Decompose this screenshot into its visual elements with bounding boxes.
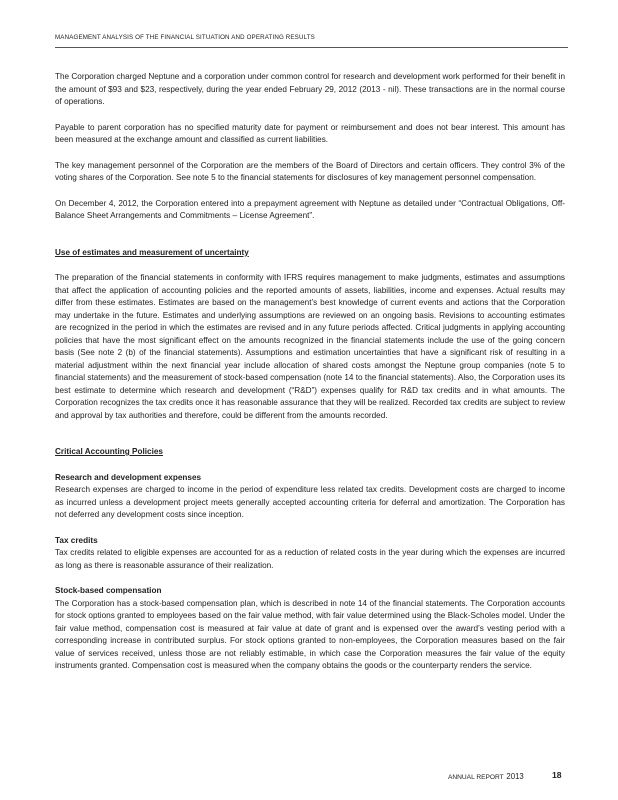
paragraph-key-management: The key management personnel of the Corporation are the members of the Board of Directors and certain officers. They control 3% of the voting shares of the Corporation. See note 5 to the financial statements for disclosures of key management personnel compensation. — [55, 160, 565, 182]
section-title-critical-policies: Critical Accounting Policies — [55, 447, 163, 456]
footer-year: 2013 — [506, 772, 524, 781]
section-title-estimates: Use of estimates and measurement of uncertainty — [55, 247, 249, 257]
paragraph-research-development: Research expenses are charged to income in the period of expenditure less related tax credits. Development costs are charged to income as incurred unless a development project meets generally accepted accounting criteria for deferral and amortization. The Corporation has not deferred any development costs since inception. — [55, 485, 565, 519]
body-content — [55, 71, 565, 673]
running-header: MANAGEMENT ANALYSIS OF THE FINANCIAL SITUATION AND OPERATING RESULTS — [55, 34, 315, 41]
footer-label: ANNUAL REPORT — [448, 774, 504, 781]
paragraph-payable-parent: Payable to parent corporation has no specified maturity date for payment or reimbursement and does not bear interest. This amount has been measured at the exchange amount and classified as current liabilities. — [55, 122, 565, 144]
subsection-title-stock-compensation: Stock-based compensation — [55, 586, 162, 595]
subsection-title-research: Research and development expenses — [55, 472, 202, 482]
paragraph-research-charges: The Corporation charged Neptune and a corporation under common control for research and development work performed for their benefit in the amount of $93 and $23, respectively, during the year ended February 29, 2012 (2013 - nil). These transactions are in the normal course of operations. — [55, 72, 565, 106]
paragraph-estimates: The preparation of the financial statements in conformity with IFRS requires management to make judgments, estimates and assumptions that affect the application of accounting policies and the reported amounts of assets, liabilities, income and expenses. Actual results may differ from these estimates. Estimates are based on the management’s best knowledge of current events and actions that the Corporation may undertake in the future. Estimates and underlying assumptions are reviewed on an ongoing basis. Revisions to accounting estimates are recognized in the period in which the estimates are revised and in any future periods affected. Critical judgments in applying accounting policies that have the most significant effect on the amounts recognized in the financial statements include the use of the going concern basis (See note 2 (b) of the financial statements). Assumptions and estimation uncertainties that have a significant risk of resulting in a material adjustment within the next financial year include allocation of shared costs amongst the Neptune group companies (note 5 to financial statements) and the measurement of stock-based compensation (note 14 to the financial statements). Also, the Corporation uses its best estimate to determine which research and development (“R&D”) expenses qualify for R&D tax credits and in what amounts. The Corporation recognizes the tax credits once it has reasonable assurance that they will be realized. Recorded tax credits are subject to review and approval by tax authorities and therefore, could be different from the amounts recorded. — [55, 273, 565, 420]
paragraph-prepayment-agreement: On December 4, 2012, the Corporation entered into a prepayment agreement with Neptune as detailed under “Contractual Obligations, Off-Balance Sheet Arrangements and Commitments – License Agreement”. — [55, 198, 565, 220]
paragraph-stock-compensation: The Corporation has a stock-based compensation plan, which is described in note 14 of the financial statements. The Corporation accounts for stock options granted to employees based on the fair value method, with fair value determined using the Black-Scholes model. Under the fair value method, compensation cost is measured at fair value at date of grant and is expensed over the award’s vesting period with a corresponding increase in contributed surplus. For stock options granted to non-employees, the Corporation measures based on the fair value of services received, unless those are not reliably estimable, in which case the Corporation measures the fair value of the equity instruments granted. Compensation cost is measured when the company obtains the goods or the counterparty renders the service. — [55, 598, 565, 670]
header-divider — [55, 47, 568, 48]
subsection-title-tax-credits: Tax credits — [55, 535, 98, 545]
footer-report-label — [448, 772, 524, 781]
page-number: 18 — [552, 770, 562, 780]
paragraph-tax-credits: Tax credits related to eligible expenses are accounted for as a reduction of related costs in the year during which the expenses are incurred as long as there is reasonable assurance of their realization. — [55, 548, 565, 570]
